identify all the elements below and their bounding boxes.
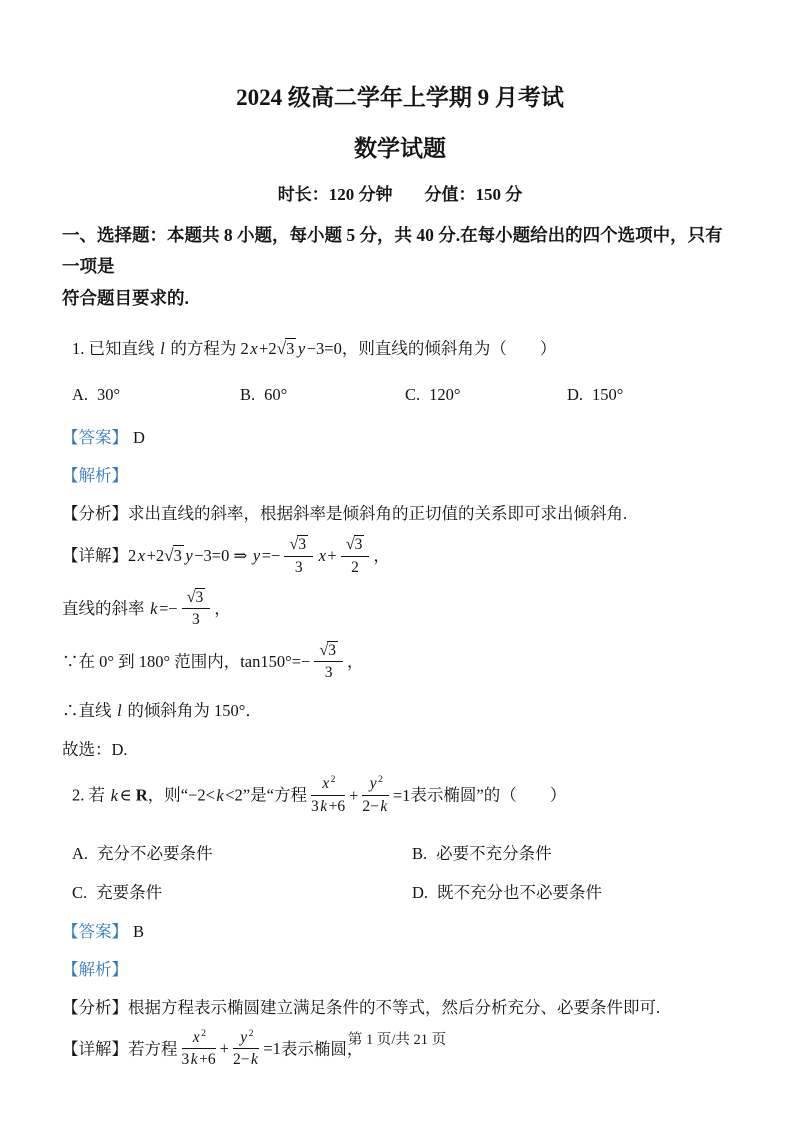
option-d-label: D. [412,882,429,902]
section-heading-line1: 一、选择题：本题共 8 小题，每小题 5 分，共 40 分.在每小题给出的四个选项中，只有一项是 [62,224,723,277]
option-b-label: B. [412,843,428,863]
k-in-R-equation: k∈ R [110,785,148,805]
conclusion-text: 故选：D. [62,740,128,760]
question-1-option-b [240,385,405,405]
section-heading [62,220,738,315]
comma: ， [373,546,390,566]
inequality-equation: −2<k<2 [188,785,243,805]
xiangjie-label: 【详解】 [62,1039,128,1059]
exam-subtitle: 数学试题 [354,135,446,161]
slope-equation: k=− √ $\frac{3}{3}$ [149,599,215,618]
option-a-label: A. [72,843,89,863]
question-1-because-line [62,642,738,685]
option-b-value: 必要不充分条件 [436,843,552,863]
because-text: ∵在 0° 到 180° 范围内， [62,651,241,671]
question-1-conclusion-line [62,738,738,762]
question-1-slope-line [62,589,738,632]
jiexi-label: 【解析】 [62,466,128,486]
option-a-label: A. [72,385,89,405]
question-2-text-pre: 若 [88,785,110,805]
question-1-option-a [72,385,240,405]
variable-l: l [160,339,165,359]
question-2-text-post: 表示椭圆”的（ ） [410,785,567,805]
exam-meta [62,180,738,205]
question-1-option-d [567,385,738,405]
question-2-options [62,840,738,903]
tan-equation: tan150°=− √ $\frac{3}{3}$ [240,652,347,671]
variable-l: l [117,701,122,721]
question-2-xiangjie-equation: $\frac{x ^2}{3k+6}$ + $\frac{y ^2}{2-k}$ =1 [181,1027,281,1069]
option-c-label: C. [72,882,88,902]
question-2-xiangjie-post: 表示椭圆， [280,1039,364,1059]
therefore-text-post: 的倾斜角为 150°． [123,701,262,721]
therefore-text-pre: ∴直线 [62,701,116,721]
question-2-fenxi-line [62,996,738,1020]
question-1-answer-line [62,426,738,450]
option-b-label: B. [240,385,256,405]
question-1-number: 1. [72,339,89,359]
question-1-options [62,385,738,405]
question-1-text-pre: 已知直线 [88,339,159,359]
option-c-value: 120° [429,385,461,405]
option-a-value: 充分不必要条件 [97,843,213,863]
option-c-value: 充要条件 [96,882,163,902]
xiangjie-label: 【详解】 [62,546,128,566]
question-2-stem [62,776,738,818]
question-1-xiangjie-equation: 2x+2 √ 3 y−3=0 ⇒ y=− √ $\frac{3}{3}$ x+ √ $\frac{3}{2}$ [128,546,373,565]
option-d-label: D. [567,385,584,405]
question-2-text-mid2: ”是“方程 [242,785,307,805]
question-2-jiexi-line [62,958,738,982]
option-a-value: 30° [97,385,121,405]
question-2-option-b [412,840,738,864]
question-1-fenxi-text: 求出直线的斜率，根据斜率是倾斜角的正切值的关系即可求出倾斜角. [128,504,628,524]
question-2-option-d [412,879,738,903]
option-c-label: C. [405,385,421,405]
question-2-option-a [72,840,412,864]
comma: ， [214,599,231,619]
question-1-therefore-line [62,699,738,723]
question-1-jiexi-line [62,464,738,488]
exam-title: 2024 级高二学年上学期 9 月考试 [236,85,564,110]
option-d-value: 既不充分也不必要条件 [437,882,603,902]
section-heading-line2: 符合题目要求的. [62,287,189,308]
question-1-fenxi-line [62,502,738,526]
question-1-xiangjie-line [62,536,738,579]
question-2-fenxi-text: 根据方程表示椭圆建立满足条件的不等式，然后分析充分、必要条件即可. [128,997,661,1017]
answer-label: 【答案】 [62,921,128,941]
question-2-option-c [72,879,412,903]
page-footer: 第 1 页/共 21 页 [347,1032,447,1048]
fenxi-label: 【分析】 [62,504,128,524]
question-1-text-mid: 的方程为 [166,339,241,359]
question-2-answer-line [62,920,738,944]
fenxi-label: 【分析】 [62,997,128,1017]
question-2-xiangjie-pre: 若方程 [128,1039,178,1059]
comma: ， [347,651,364,671]
exam-score: 分值：150 分 [424,184,523,204]
ellipse-equation: $\frac{x ^2}{3k+6}$ + $\frac{y ^2}{2-k}$ =1 [310,774,411,815]
question-2-number: 2. [72,785,89,805]
question-1-option-c [405,385,567,405]
exam-duration: 时长：120 分钟 [277,184,393,204]
question-1-stem [62,336,738,361]
answer-label: 【答案】 [62,428,128,448]
option-b-value: 60° [264,385,288,405]
question-1-answer: D [133,428,145,448]
question-2-answer: B [133,921,145,941]
question-2-text-mid1: ，则“ [147,785,189,805]
question-1-text-post: ，则直线的倾斜角为（ ） [341,339,557,359]
slope-text: 直线的斜率 [62,599,149,619]
jiexi-label: 【解析】 [62,959,128,979]
question-1-equation: 2x+2 √ 3 y−3=0 [240,339,341,358]
option-d-value: 150° [592,385,624,405]
